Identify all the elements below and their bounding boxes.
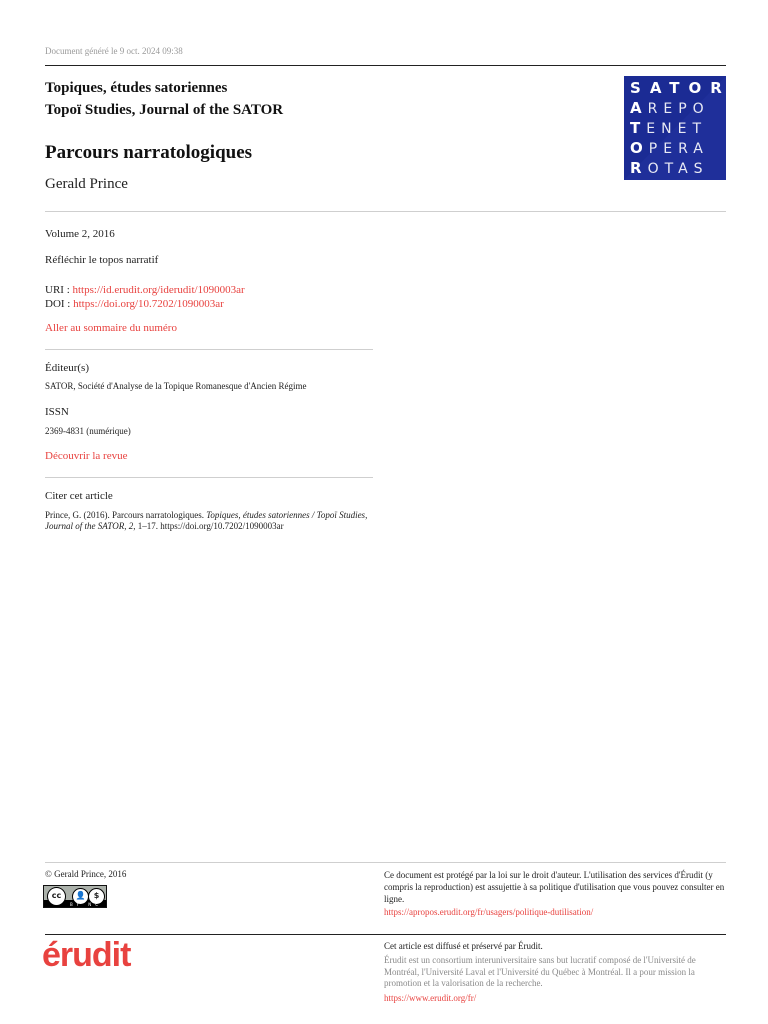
sator-letter: S xyxy=(630,79,650,97)
citation-text xyxy=(45,510,385,532)
article-title: Parcours narratologiques xyxy=(45,142,253,163)
cite-label: Citer cet article xyxy=(45,490,113,502)
sator-letter: T xyxy=(669,79,689,97)
doi-link[interactable]: https://doi.org/10.7202/1090003ar xyxy=(73,298,224,310)
sator-letter: N xyxy=(661,121,678,137)
sator-letter: O xyxy=(688,79,711,97)
cc-tags: BY NC xyxy=(70,902,103,907)
publisher-value: SATOR, Société d'Analyse de la Topique Romanesque d'Ancien Régime xyxy=(45,381,307,391)
header-divider xyxy=(45,211,726,212)
erudit-logo[interactable]: érudit xyxy=(42,936,131,974)
sator-letter: R xyxy=(647,101,664,117)
citation-comma: , xyxy=(124,521,129,531)
sator-letter: P xyxy=(648,141,664,157)
sator-row xyxy=(630,119,707,137)
usage-policy-link[interactable]: https://apropos.erudit.org/fr/usagers/politique-dutilisation/ xyxy=(384,907,594,917)
sator-row xyxy=(630,139,709,157)
sator-letter: O xyxy=(647,161,665,177)
footer-divider xyxy=(45,862,726,863)
sator-letter: T xyxy=(664,161,679,177)
consortium-text: Érudit est un consortium interuniversitaire sans but lucratif composé de l'Université de Montréal, l'Université Laval et l'Université du Québec à Montréal. Il a pour mission la promotion et la valorisation de la recherche. xyxy=(384,955,696,988)
sator-row xyxy=(630,99,710,117)
erudit-website-link[interactable]: https://www.erudit.org/fr/ xyxy=(384,993,477,1003)
journal-title-fr: Topiques, études satoriennes xyxy=(45,80,228,96)
uri-line xyxy=(45,283,245,297)
section-divider xyxy=(45,477,373,478)
citation-prefix: Prince, G. (2016). Parcours narratologiques. xyxy=(45,510,207,520)
sator-letter: R xyxy=(710,79,731,97)
issue-toc-link[interactable]: Aller au sommaire du numéro xyxy=(45,322,177,334)
sator-letter: R xyxy=(678,141,694,157)
doi-line xyxy=(45,297,245,311)
sator-row xyxy=(630,159,709,177)
generated-date: Document généré le 9 oct. 2024 09:38 xyxy=(45,46,183,56)
uri-link[interactable]: https://id.erudit.org/iderudit/1090003ar xyxy=(72,284,245,296)
sator-letter: A xyxy=(678,161,694,177)
journal-title-en: Topoï Studies, Journal of the SATOR xyxy=(45,102,284,118)
nc-icon: $ xyxy=(88,888,105,905)
identifiers xyxy=(45,283,245,311)
sator-letter: A xyxy=(693,141,709,157)
sator-letter: A xyxy=(630,99,648,117)
copyright: © Gerald Prince, 2016 xyxy=(45,869,127,879)
journal-title xyxy=(45,77,283,121)
footer-divider-strong xyxy=(45,934,726,935)
section-divider xyxy=(45,349,373,350)
cc-icon: cc xyxy=(47,887,66,906)
sator-letter: A xyxy=(649,79,670,97)
sator-letter: E xyxy=(677,121,693,137)
sator-letter: E xyxy=(646,121,662,137)
sator-letter: S xyxy=(693,161,709,177)
uri-label: URI : xyxy=(45,284,73,296)
citation-journal: Topiques, études satoriennes / Topoï Studies, Journal of the SATOR xyxy=(45,510,368,531)
sator-letter: O xyxy=(630,139,649,157)
sator-letter: O xyxy=(692,101,710,117)
doi-label: DOI : xyxy=(45,298,74,310)
top-divider xyxy=(45,65,726,66)
sator-letter: R xyxy=(630,159,648,177)
issn-label: ISSN xyxy=(45,406,69,418)
citation-volume: 2 xyxy=(128,521,134,531)
sator-letter: P xyxy=(678,101,693,117)
sator-letter: E xyxy=(663,101,679,117)
rights-text: Ce document est protégé par la loi sur le droit d'auteur. L'utilisation des services d'Érudit (y compris la reproduction) est assujettie à sa politique d'utilisation que vous pouvez consulter en ligne. xyxy=(384,870,725,904)
citation-suffix: , 1–17. https://doi.org/10.7202/1090003ar xyxy=(133,521,284,531)
sator-letter: E xyxy=(663,141,679,157)
volume-info: Volume 2, 2016 xyxy=(45,228,115,240)
sator-letter: T xyxy=(630,119,647,137)
issue-theme: Réfléchir le topos narratif xyxy=(45,254,159,266)
cc-license-badge[interactable] xyxy=(43,885,107,908)
sator-letter: T xyxy=(692,121,707,137)
diffusion-notice: Cet article est diffusé et préservé par Érudit. xyxy=(384,941,543,951)
by-icon: 👤 xyxy=(72,888,89,905)
publisher-label: Éditeur(s) xyxy=(45,362,89,374)
article-author: Gerald Prince xyxy=(45,176,128,192)
discover-journal-link[interactable]: Découvrir la revue xyxy=(45,450,128,462)
sator-logo xyxy=(624,76,731,180)
sator-row xyxy=(630,79,731,97)
issn-value: 2369-4831 (numérique) xyxy=(45,426,131,436)
